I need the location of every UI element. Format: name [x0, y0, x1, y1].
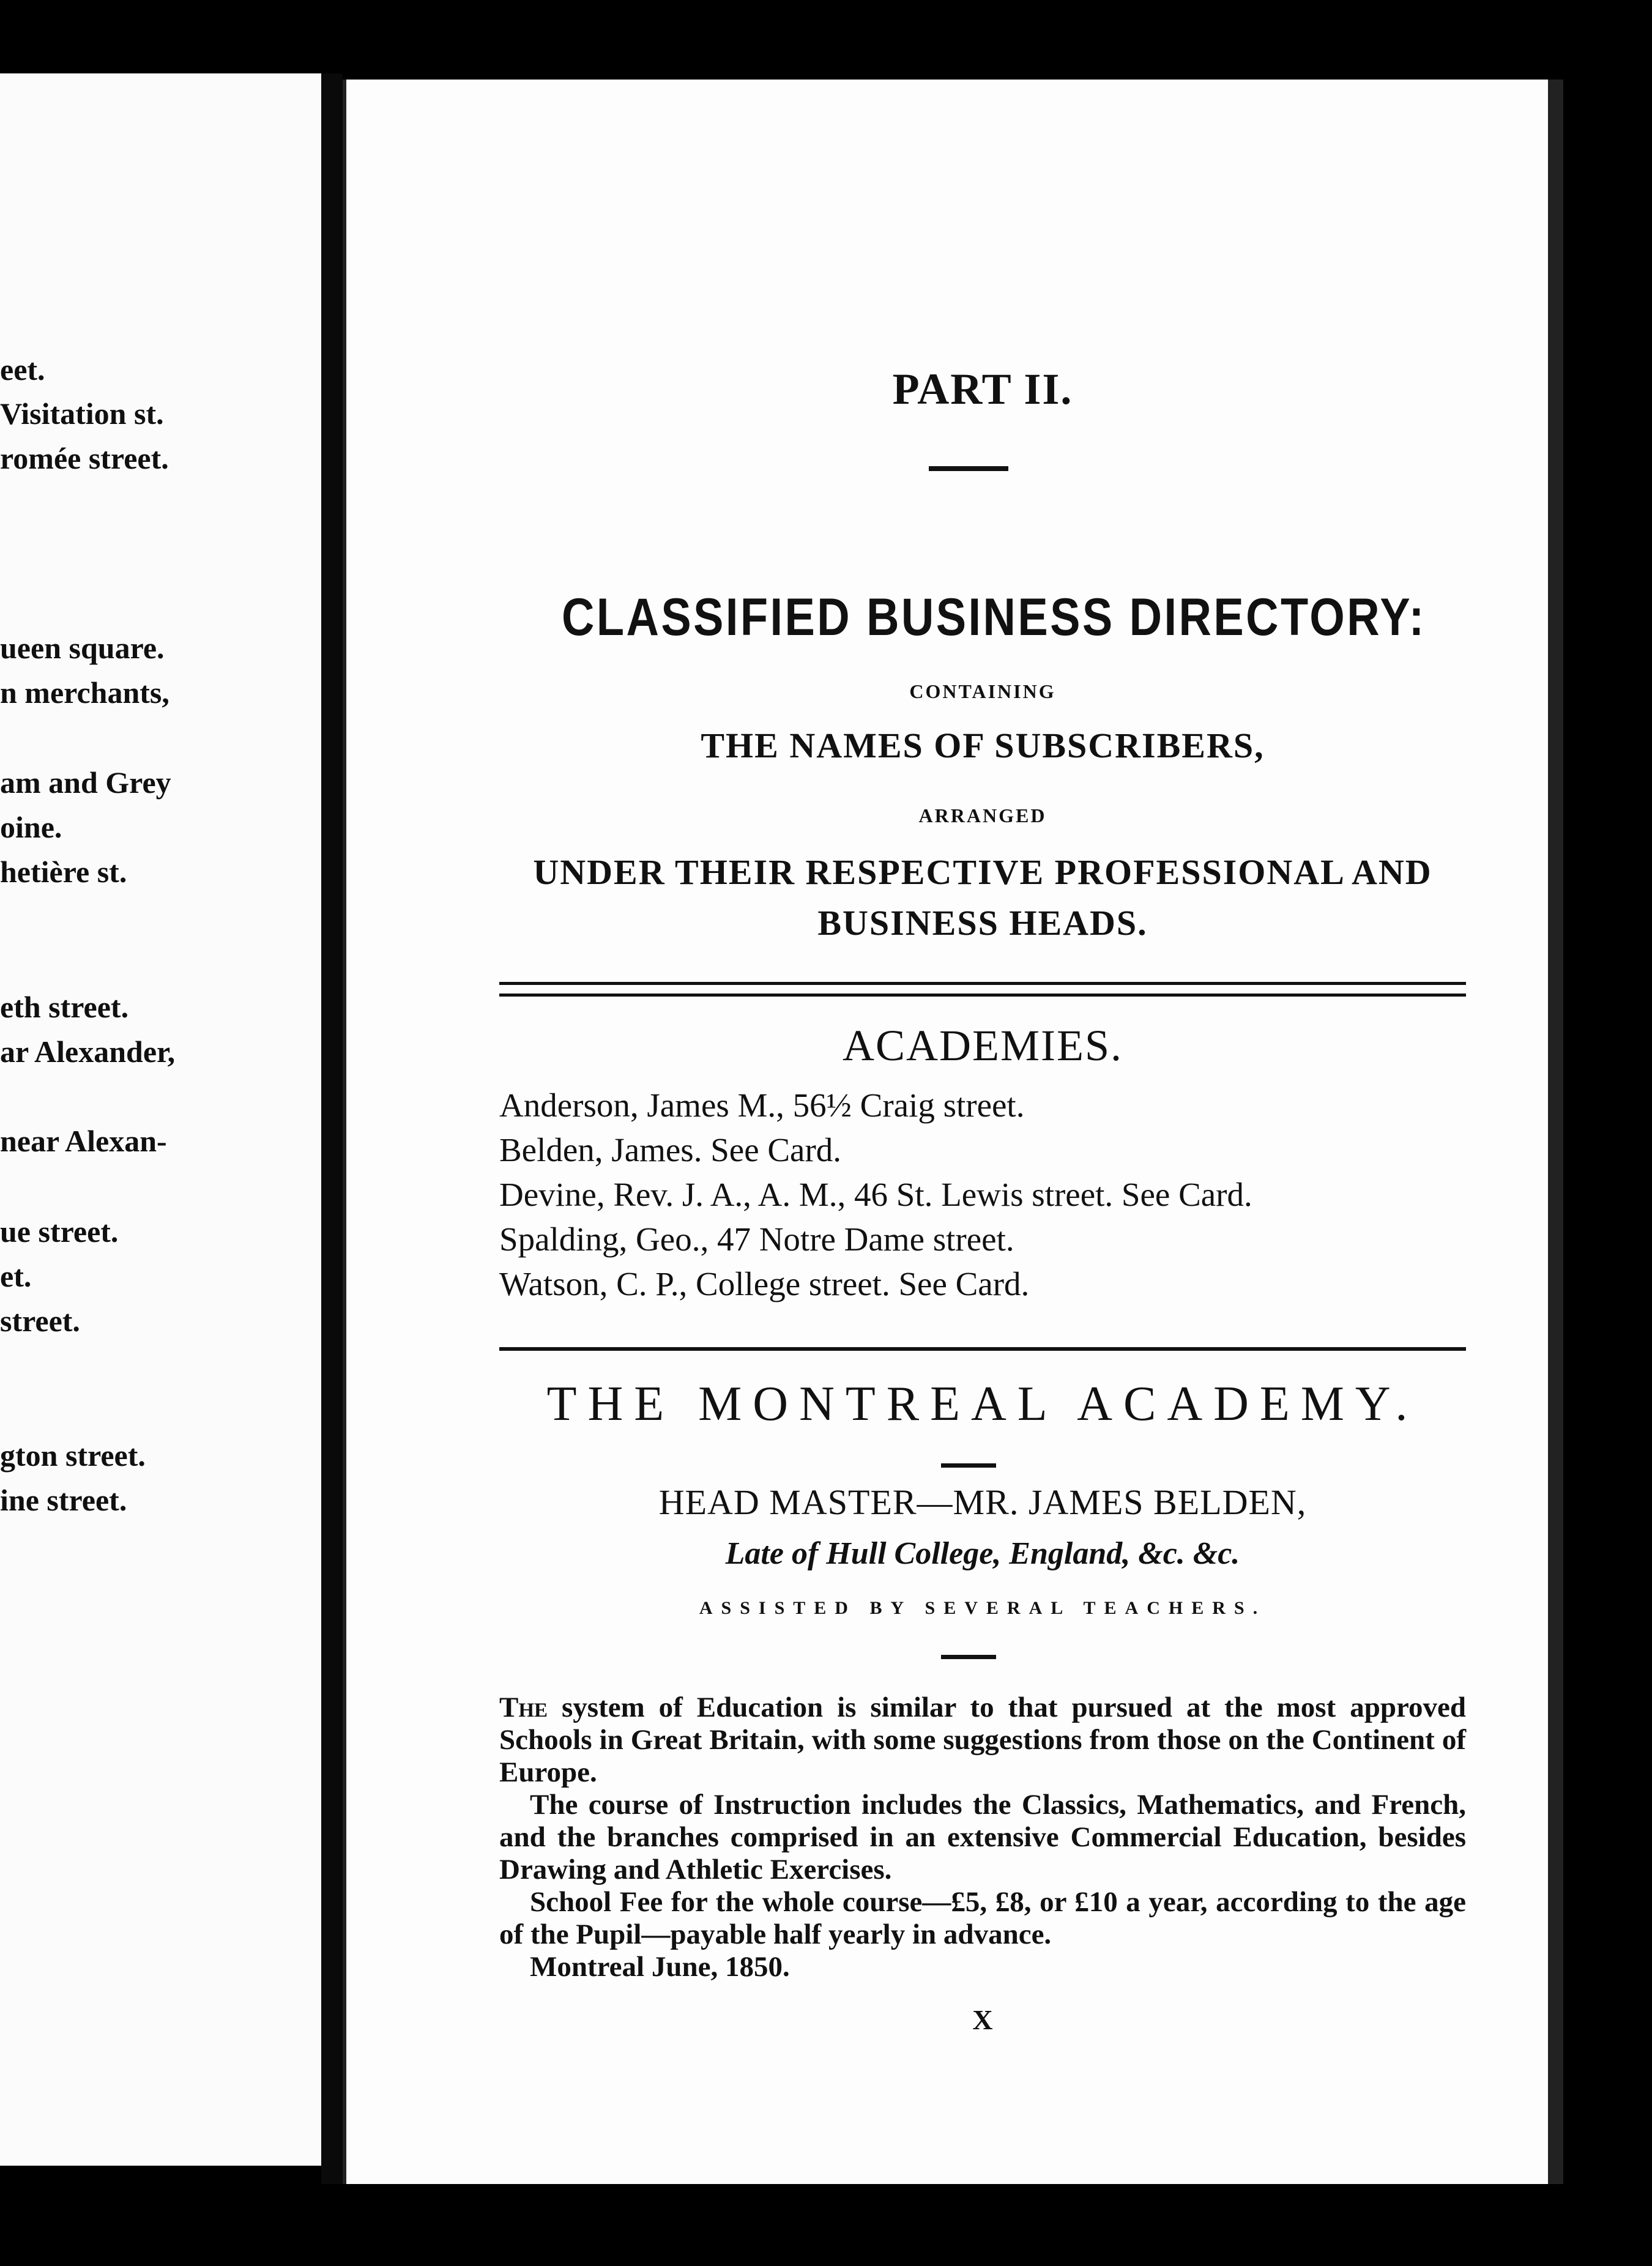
paragraph-first-word: The: [499, 1692, 548, 1723]
part-title: PART II.: [892, 365, 1073, 414]
short-divider: [941, 1463, 996, 1468]
containing-label: CONTAINING: [909, 680, 1056, 702]
paragraph-text: system of Education is similar to that pursued at the most approved Schools in Great Britain, with some suggestions from those on the Continent of Europe.: [499, 1692, 1466, 1788]
left-text-line: street.: [0, 1304, 80, 1338]
short-divider: [941, 1655, 996, 1659]
subscribers-line: THE NAMES OF SUBSCRIBERS,: [701, 726, 1265, 765]
paragraph-fees: School Fee for the whole course—£5, £8, or £10 a year, according to the age of the Pupil—payable half yearly in advance.: [499, 1886, 1466, 1950]
list-item: Devine, Rev. J. A., A. M., 46 St. Lewis street. See Card.: [499, 1176, 1252, 1213]
left-text-line: eet.: [0, 352, 45, 387]
dateline: Montreal June, 1850.: [530, 1951, 790, 1983]
late-of-line: Late of Hull College, England, &c. &c.: [725, 1536, 1240, 1571]
page-signature-mark: X: [972, 2004, 993, 2035]
left-text-line: ine street.: [0, 1483, 127, 1517]
paragraph-system: [499, 1692, 1466, 1789]
right-page: [343, 80, 1552, 2184]
short-divider: [929, 466, 1008, 471]
left-text-line: ueen square.: [0, 631, 165, 665]
left-text-line: eth street.: [0, 990, 129, 1024]
left-text-line: ar Alexander,: [0, 1035, 176, 1069]
left-text-line: et.: [0, 1259, 32, 1293]
head-master-line: HEAD MASTER—MR. JAMES BELDEN,: [658, 1482, 1307, 1522]
book-gutter: [321, 73, 343, 2184]
heads-line-1: UNDER THEIR RESPECTIVE PROFESSIONAL AND: [533, 852, 1432, 892]
left-text-line: ue street.: [0, 1214, 119, 1249]
left-text-line: hetière st.: [0, 855, 127, 889]
section-heading-academies: ACADEMIES.: [842, 1021, 1123, 1070]
arranged-label: ARRANGED: [918, 804, 1047, 827]
left-text-line: gton street.: [0, 1438, 146, 1473]
left-text-line: near Alexan-: [0, 1124, 167, 1158]
paragraph-course: The course of Instruction includes the Classics, Mathematics, and French, and the branches comprised in an extensive Commercial Education, besides Drawing and Athletic Exercises.: [499, 1789, 1466, 1885]
left-text-line: romée street.: [0, 441, 169, 475]
left-text-line: Visitation st.: [0, 396, 164, 431]
left-text-line: n merchants,: [0, 675, 169, 710]
list-item: Belden, James. See Card.: [499, 1131, 842, 1168]
academies-list: [499, 1083, 1490, 1306]
section-divider: [499, 1347, 1466, 1351]
directory-title: CLASSIFIED BUSINESS DIRECTORY:: [562, 588, 1426, 647]
assisted-line: ASSISTED BY SEVERAL TEACHERS.: [699, 1598, 1267, 1618]
left-text-line: am and Grey: [0, 765, 171, 800]
heads-line-2: BUSINESS HEADS.: [817, 903, 1148, 943]
list-item: Anderson, James M., 56½ Craig street.: [499, 1087, 1025, 1124]
academy-title: THE MONTREAL ACADEMY.: [546, 1377, 1419, 1431]
list-item: Spalding, Geo., 47 Notre Dame street.: [499, 1220, 1014, 1258]
double-divider: [499, 982, 1466, 997]
academy-description: [499, 1692, 1466, 1983]
left-page-fragment: [0, 73, 321, 2166]
list-item: Watson, C. P., College street. See Card.: [499, 1265, 1030, 1302]
page-edge: [1548, 80, 1563, 2184]
left-text-line: oine.: [0, 810, 62, 844]
